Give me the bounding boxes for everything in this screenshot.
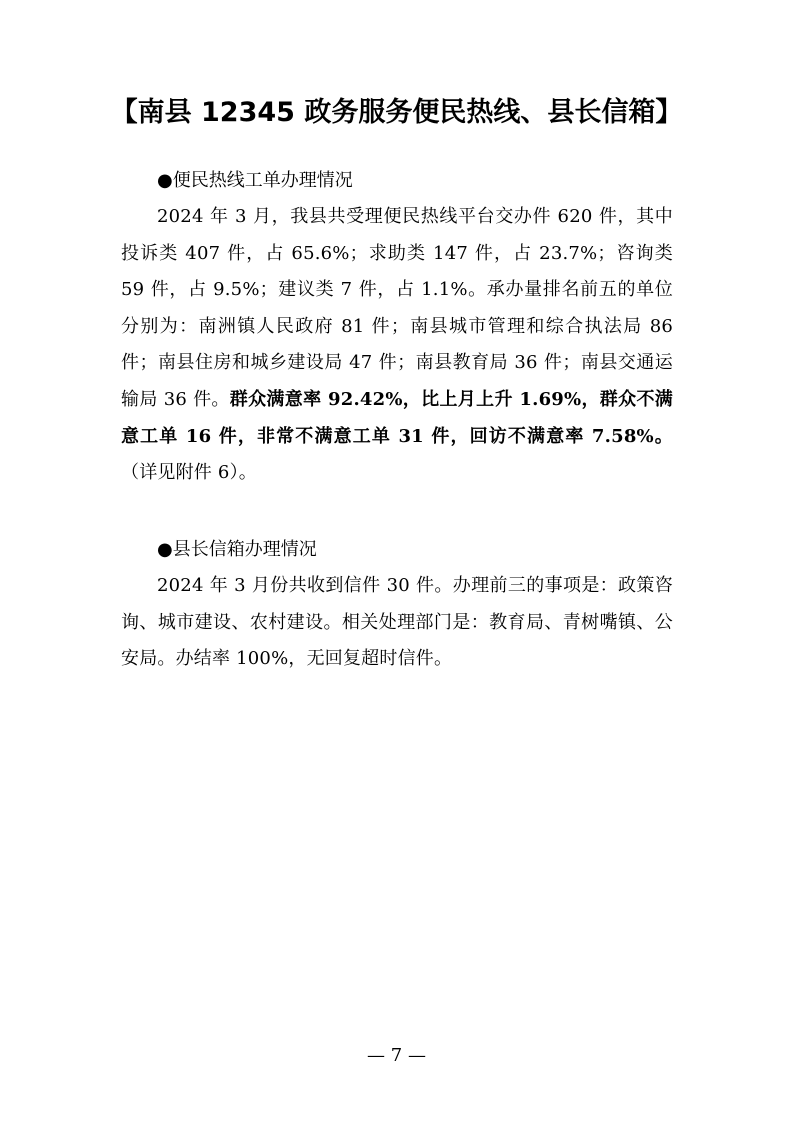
mailbox-section <box>121 532 673 678</box>
hotline-paragraph <box>121 199 673 492</box>
page-number: — 7 — <box>367 1045 426 1066</box>
hotline-heading: ●便民热线工单办理情况 <box>157 170 353 191</box>
attachment-reference: （详见附件 6）。 <box>121 462 257 484</box>
page-title: 【南县 12345 政务服务便民热线、县长信箱】 <box>110 97 683 128</box>
satisfaction-stats-text: 群众满意率 92.42%，比上月上升 1.69%，群众不满意工单 16 件，非常不满意工单 31 件，回访不满意率 7.58%。 <box>121 388 673 447</box>
mailbox-paragraph: 2024 年 3 月份共收到信件 30 件。办理前三的事项是：政策咨询、城市建设、农村建设。相关处理部门是：教育局、青树嘴镇、公安局。办结率 100%，无回复超时信件。 <box>121 575 673 670</box>
hotline-section <box>121 163 673 492</box>
hotline-stats-text: 2024 年 3 月，我县共受理便民热线平台交办件 620 件，其中投诉类 407 件，占 65.6%；求助类 147 件，占 23.7%；咨询类 59 件，占 9.5%；建议类 7 件，占 1.1%。承办量排名前五的单位分别为：南洲镇人民政府 81 件；南县城市管理和综合执法局 86 件；南县住房和城乡建设局 47 件；南县教育局 36 件；南县交通运输局 36 件。 <box>121 206 673 410</box>
mailbox-heading: ●县长信箱办理情况 <box>157 539 317 560</box>
